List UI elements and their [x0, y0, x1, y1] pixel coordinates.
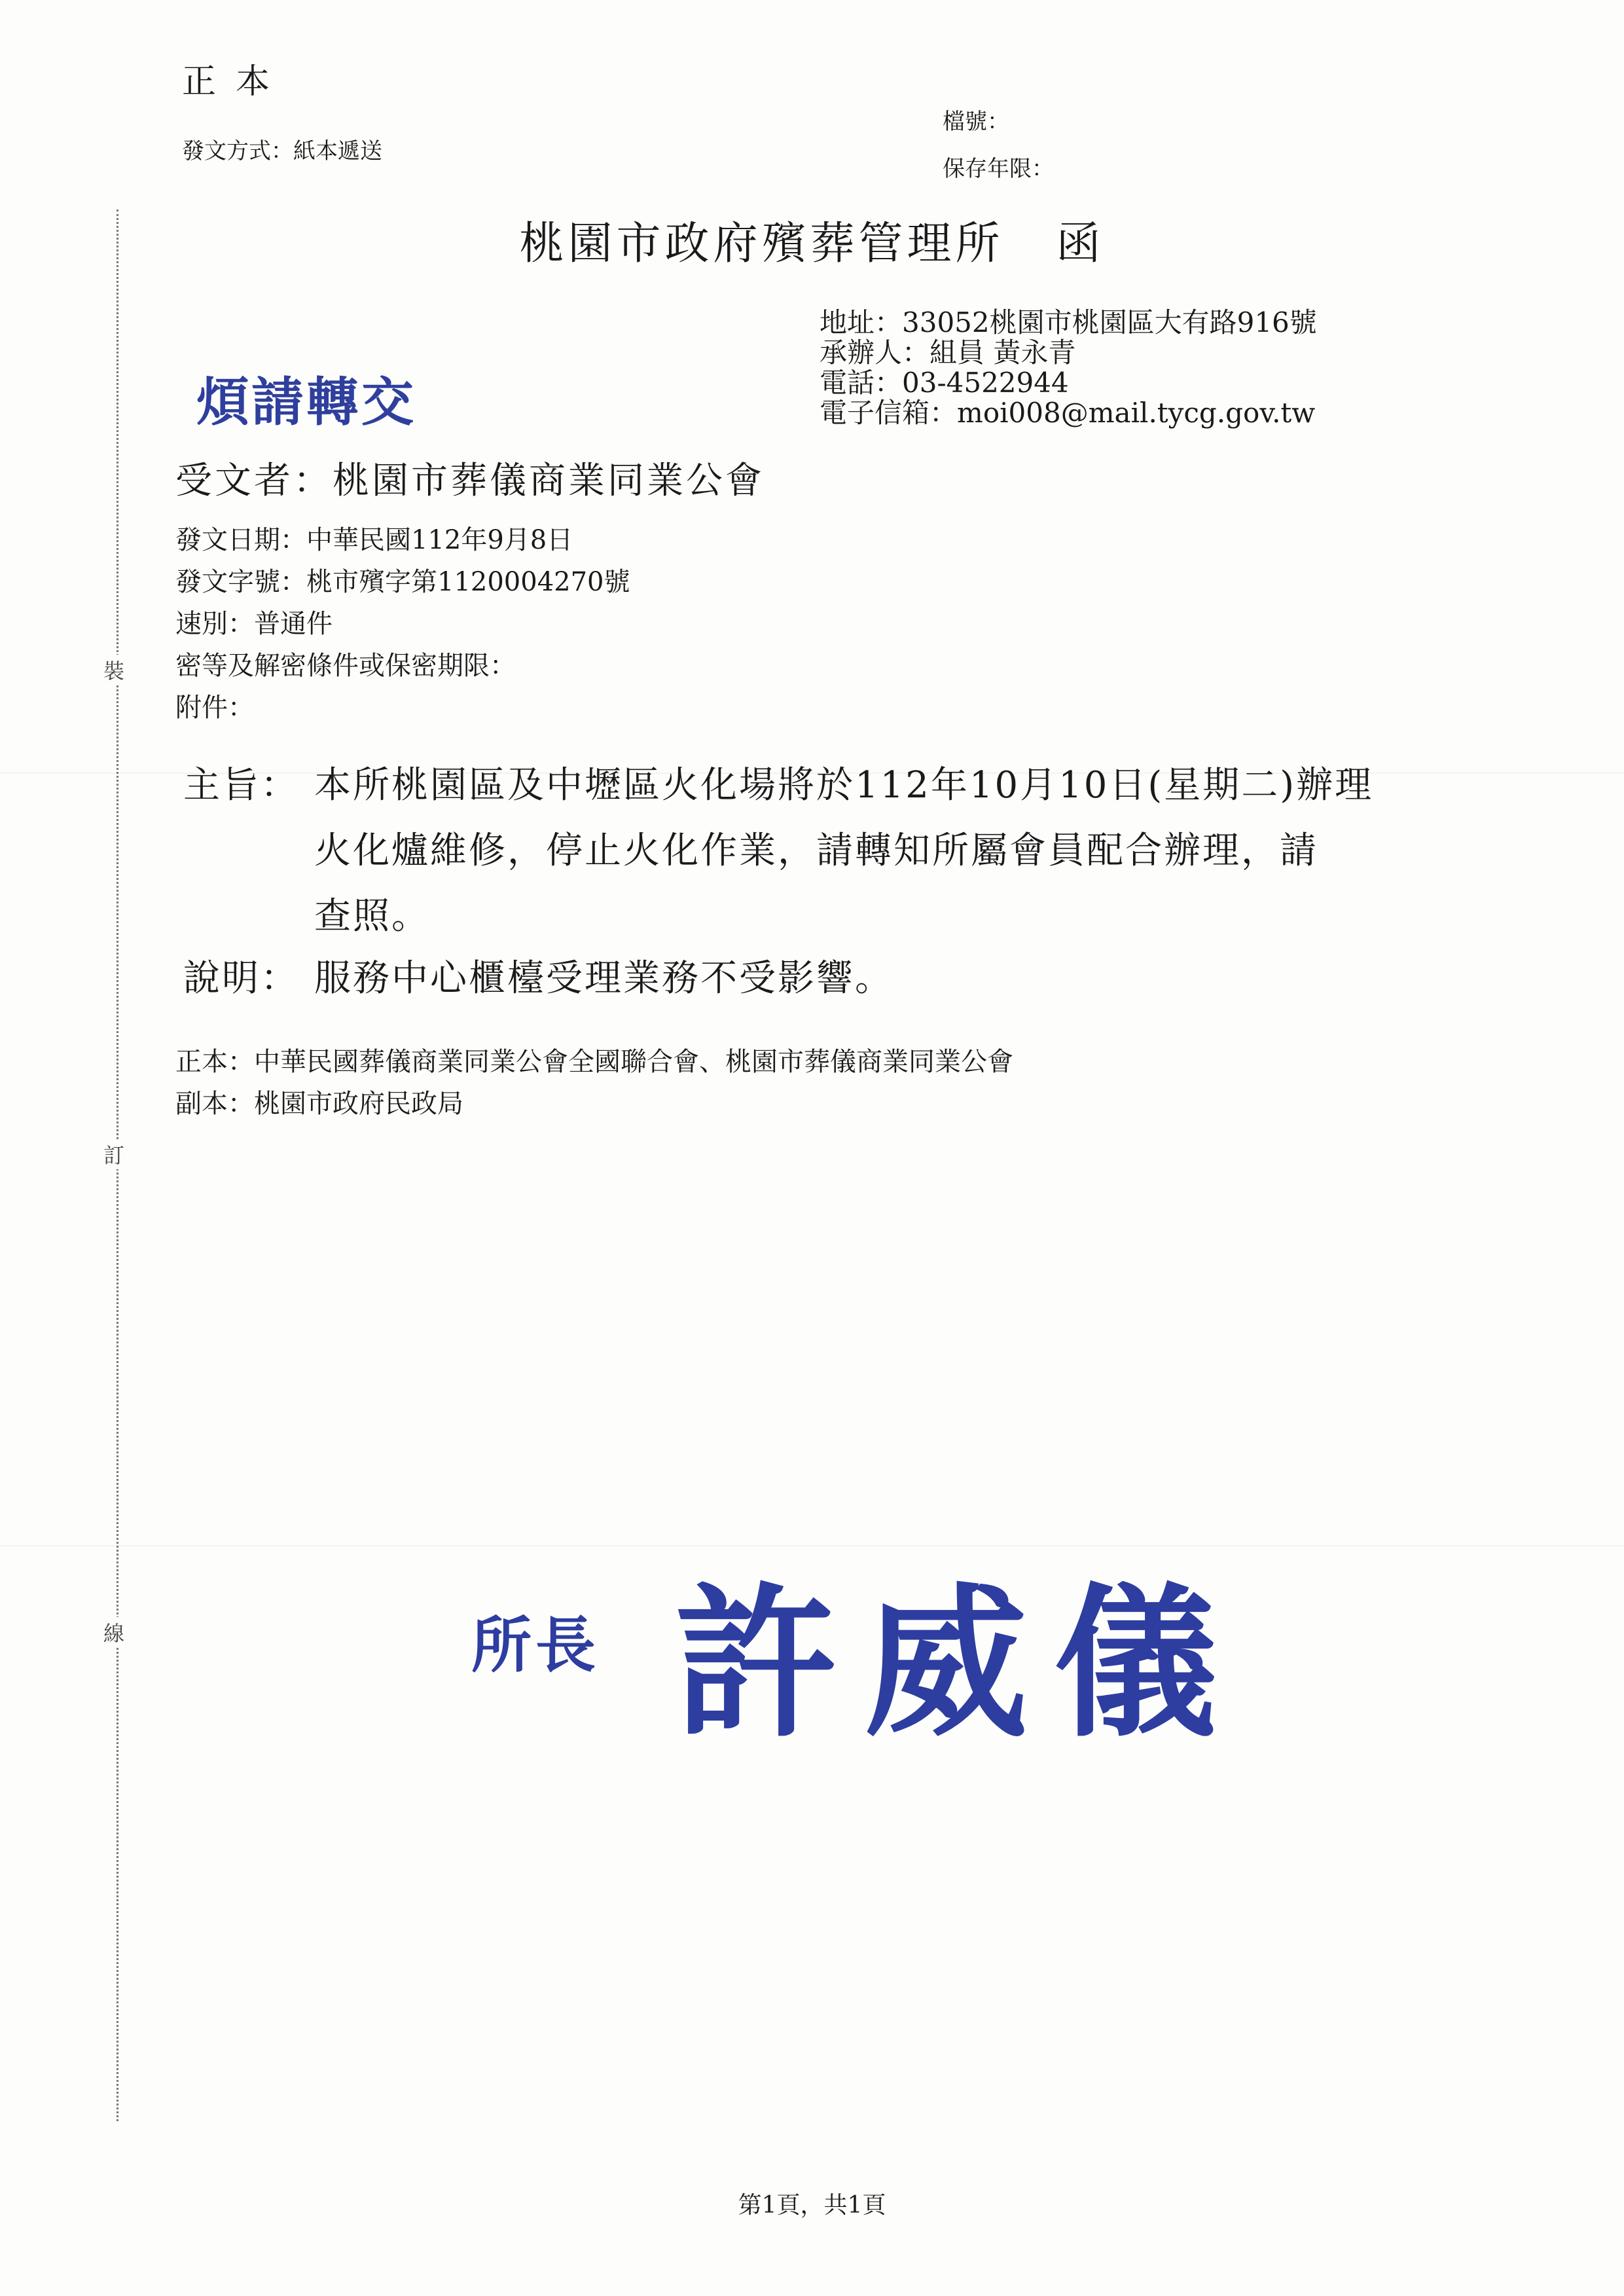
binding-mark-bind: 裝	[103, 655, 124, 685]
duplicate-recipients: 副本：桃園市政府民政局	[175, 1089, 463, 1119]
agency-name: 桃園市政府殯葬管理所	[519, 218, 1004, 270]
dispatch-method: 發文方式：紙本遞送	[182, 138, 382, 164]
doc-number: 發文字號：桃市殯字第1120004270號	[175, 567, 630, 597]
binding-mark-staple: 訂	[103, 1139, 124, 1169]
copy-mark: 正本	[182, 62, 290, 101]
explanation-text: 服務中心櫃檯受理業務不受影響。	[314, 957, 893, 1000]
security-level: 密等及解密條件或保密期限：	[175, 651, 516, 681]
retention-label: 保存年限：	[943, 156, 1054, 182]
subject-line-2: 火化爐維修，停止火化作業，請轉知所屬會員配合辦理，請	[314, 829, 1318, 872]
contact-email: 電子信箱：moi008@mail.tycg.gov.tw	[820, 397, 1316, 429]
subject-line-3: 查照。	[314, 895, 430, 938]
forward-stamp: 煩請轉交	[196, 372, 416, 433]
doc-type: 函	[1056, 218, 1105, 270]
issue-date: 發文日期：中華民國112年9月8日	[175, 525, 573, 555]
explanation-label: 說明：	[183, 957, 299, 1000]
contact-phone: 電話：03-4522944	[820, 367, 1069, 399]
binding-mark-line: 線	[103, 1617, 124, 1647]
document-title	[0, 208, 1624, 272]
file-number-label: 檔號：	[943, 109, 1009, 135]
document-meta	[175, 519, 630, 729]
original-recipients: 正本：中華民國葬儀商業同業公會全國聯合會、桃園市葬儀商業同業公會	[175, 1047, 1013, 1077]
recipient: 受文者：桃園市葬儀商業同業公會	[175, 460, 765, 502]
signature-name: 許威儀	[674, 1569, 1244, 1759]
attachment: 附件：	[175, 693, 254, 723]
subject-label: 主旨：	[183, 764, 299, 807]
archive-info	[943, 98, 1054, 192]
contact-officer: 承辦人：組員 黃永青	[820, 337, 1076, 369]
contact-address: 地址：33052桃園市桃園區大有路916號	[820, 306, 1317, 338]
explanation-block	[183, 949, 893, 1002]
subject-block	[183, 753, 1373, 949]
contact-block	[820, 308, 1317, 428]
copies-block	[175, 1041, 1013, 1125]
page-number: 第1頁，共1頁	[738, 2192, 886, 2219]
signature-title: 所長	[471, 1611, 600, 1681]
urgency: 速別：普通件	[175, 609, 333, 639]
subject-line-1: 本所桃園區及中壢區火化場將於112年10月10日(星期二)辦理	[314, 764, 1374, 807]
